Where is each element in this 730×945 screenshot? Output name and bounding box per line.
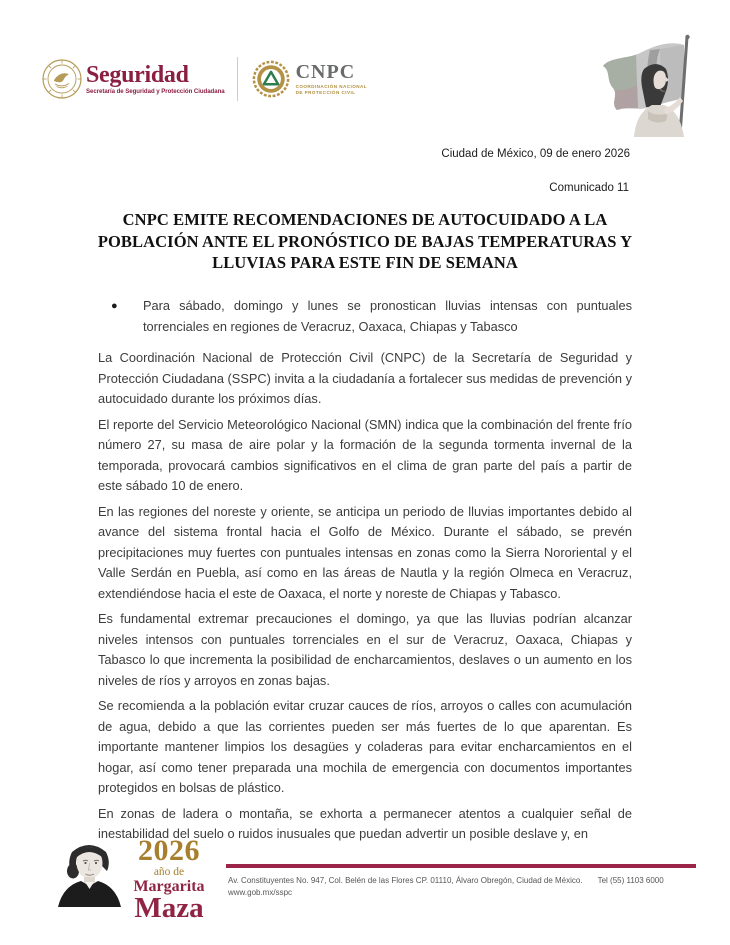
cnpc-tagline: COORDINACIÓN NACIONAL DE PROTECCIÓN CIVIL: [295, 84, 368, 95]
comunicado-number: Comunicado 11: [549, 182, 629, 194]
cnpc-wordmark: CNPC: [295, 61, 356, 83]
cnpc-emblem-icon: [252, 60, 290, 98]
year-badge-name-line2: Maza: [134, 892, 204, 924]
seguridad-tagline: Secretaría de Seguridad y Protección Ciudadana: [86, 87, 225, 95]
seguridad-wordmark: Seguridad: [86, 61, 189, 88]
dateline: Ciudad de México, 09 de enero 2026: [441, 148, 630, 160]
cnpc-logo-text: [296, 62, 367, 96]
bullet-dot: ●: [111, 300, 118, 312]
year-badge: [118, 834, 220, 924]
seguridad-logo: [42, 59, 225, 99]
paragraph: Es fundamental extremar precauciones el domingo, ya que las lluvias podrían alcanzar niveles intensos con puntuales torrenciales en el sur de Veracruz, Oaxaca, Chiapas y Tabasco lo que incrementa la posibilidad de encharcamientos, deslaves o un aumento en los niveles de ríos y arroyos en zonas bajas.: [98, 611, 632, 688]
seguridad-logo-text: [86, 63, 225, 96]
footer-phone: Tel (55) 1103 6000: [597, 876, 664, 885]
cnpc-logo: [252, 60, 367, 98]
footer-accent-bar: [226, 864, 696, 868]
bullet-item: [98, 296, 632, 337]
header-logos: [42, 57, 367, 101]
year-badge-prefix: año de: [153, 866, 185, 878]
year-badge-year: 2026: [138, 834, 200, 867]
flag-bearer-illustration: [596, 33, 712, 137]
footer-website: www.gob.mx/sspc: [228, 887, 293, 897]
footer-address-line: [228, 875, 698, 887]
eagle-seal-icon: [42, 59, 82, 99]
paragraph: En zonas de ladera o montaña, se exhorta a permanecer atentos a cualquier señal de inestabilidad del suelo o ruidos inusuales que puedan advertir un posible deslave y, en: [98, 805, 632, 841]
paragraph: La Coordinación Nacional de Protección Civil (CNPC) de la Secretaría de Seguridad y Protección Ciudadana (SSPC) invita a la ciudadanía a fortalecer sus medidas de prevención y autocuidado durante los próximos días.: [98, 350, 632, 406]
year-badge-name-line1: Margarita: [133, 878, 205, 895]
paragraph: En las regiones del noreste y oriente, se anticipa un periodo de lluvias importantes debido al avance del sistema frontal hacia el Golfo de México. Durante el sábado, se prevén precipitaciones muy fuertes con puntuales intensas en zonas como la Sierra Nororiental y el Valle Serdán en Puebla, así como en las áreas de Nautla y la región Olmeca en Veracruz, extendiéndose hacia el este de Oaxaca, el norte y noreste de Chiapas y Tabasco.: [98, 503, 632, 601]
footer-info: [228, 875, 698, 898]
bullet-text: Para sábado, domingo y lunes se pronostican lluvias intensas con puntuales torrenciales en regiones de Veracruz, Oaxaca, Chiapas y Tabasco: [143, 298, 632, 334]
document-body: [98, 296, 632, 850]
document-title: CNPC EMITE RECOMENDACIONES DE AUTOCUIDADO A LA POBLACIÓN ANTE EL PRONÓSTICO DE BAJAS TEMPERATURAS Y LLUVIAS PARA ESTE FIN DE SEMANA: [97, 210, 633, 272]
logo-divider: [237, 57, 238, 101]
margarita-maza-portrait: [50, 835, 128, 907]
paragraph: Se recomienda a la población evitar cruzar cauces de ríos, arroyos o calles con acumulación de agua, debido a que las corrientes pueden ser más fuertes de lo que aparentan. Es importante mantener limpios los desagües y coladeras para evitar encharcamientos en el hogar, así como tener preparada una mochila de emergencia con documentos importantes protegidos en bolsas de plástico.: [98, 698, 632, 795]
paragraph: El reporte del Servicio Meteorológico Nacional (SMN) indica que la combinación del frente frío número 27, su masa de aire polar y la formación de la segunda tormenta invernal de la temporada, provocará cambios significativos en el clima de gran parte del país a partir de este sábado 10 de enero.: [98, 416, 632, 493]
footer-address: Av. Constituyentes No. 947, Col. Belén de las Flores CP. 01110, Álvaro Obregón, Ciudad de México.: [228, 876, 583, 885]
